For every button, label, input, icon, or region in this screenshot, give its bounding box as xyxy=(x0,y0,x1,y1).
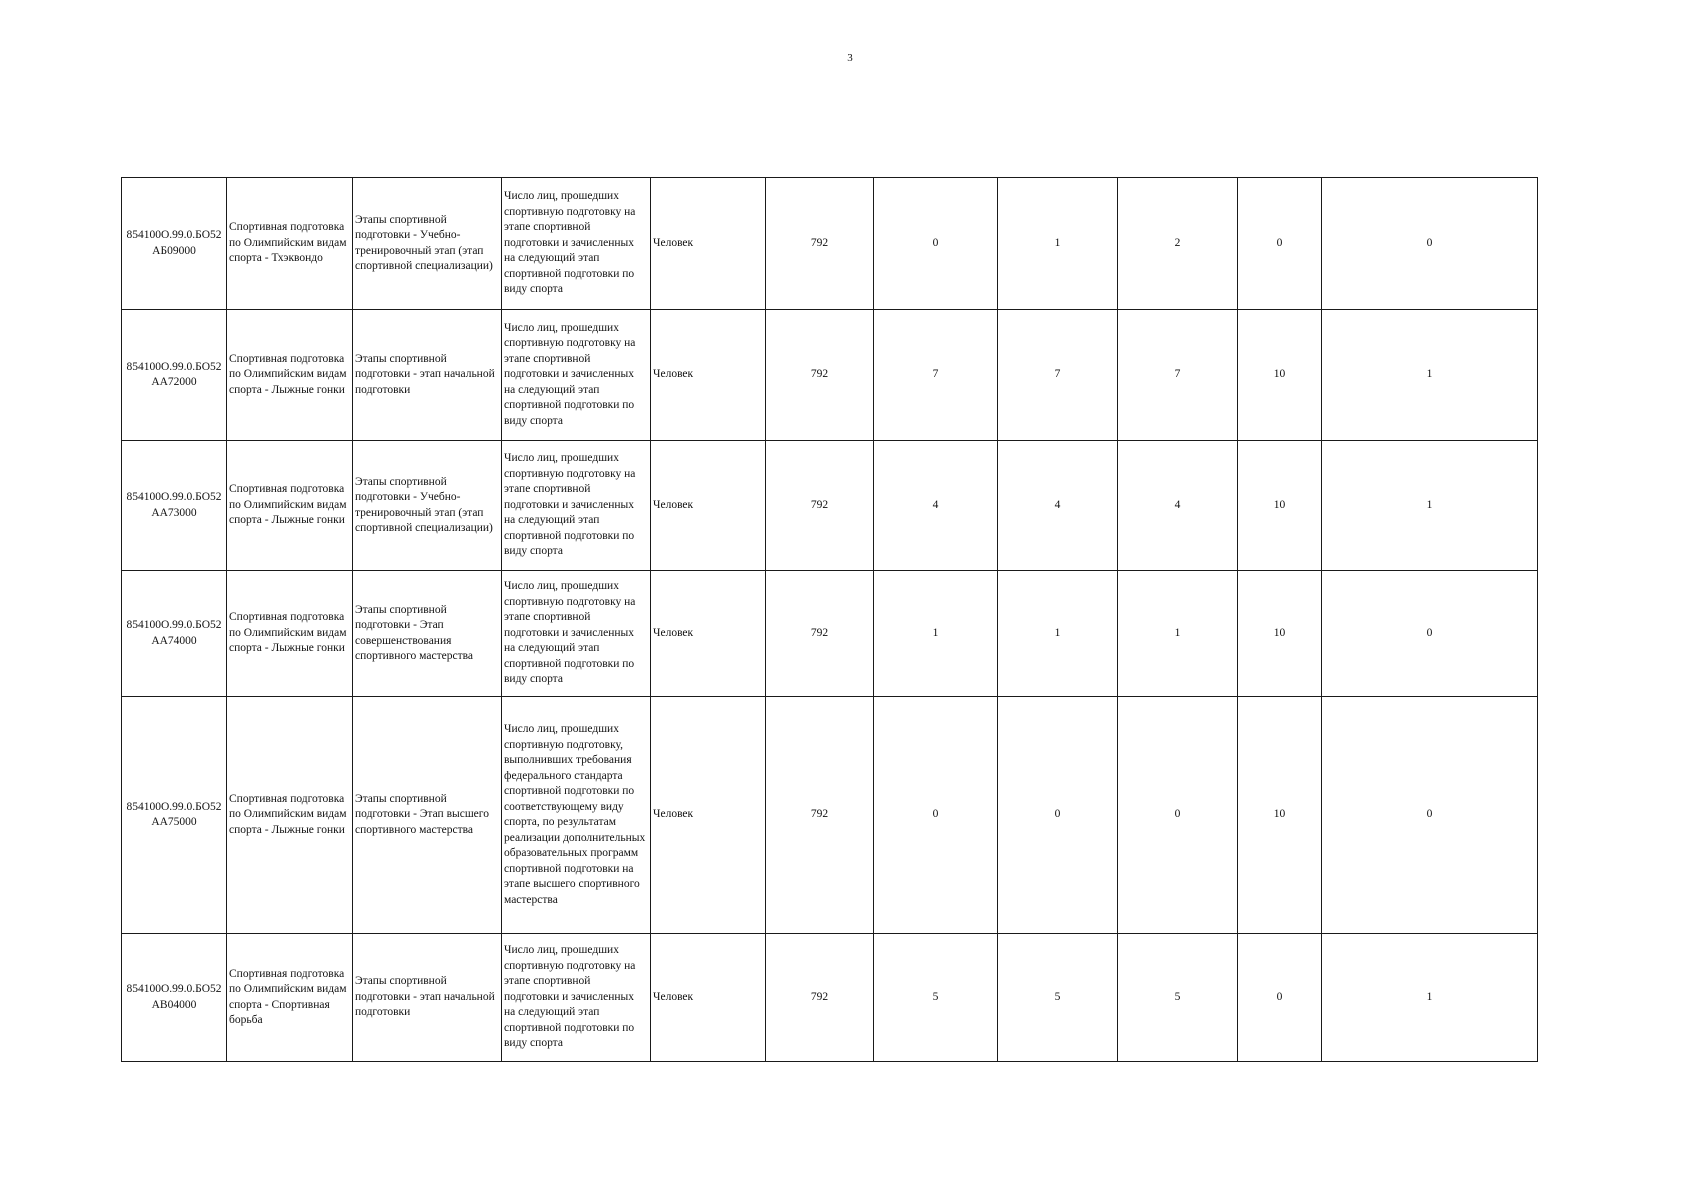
table-row xyxy=(122,697,1538,934)
row-value-3: 4 xyxy=(1118,441,1238,571)
row-value-5: 1 xyxy=(1322,441,1538,571)
table-row xyxy=(122,441,1538,571)
row-service-content: Спортивная подготовка по Олимпийским видам спорта - Лыжные гонки xyxy=(227,571,353,697)
table-row xyxy=(122,571,1538,697)
row-code: 854100О.99.0.БО52АВ04000 xyxy=(122,934,227,1062)
row-code: 854100О.99.0.БО52АА74000 xyxy=(122,571,227,697)
row-indicator-name: Число лиц, прошедших спортивную подготовку на этапе спортивной подготовки и зачисленных на следующий этап спортивной подготовки по виду спорта xyxy=(502,178,651,310)
row-value-2: 4 xyxy=(998,441,1118,571)
row-indicator-name: Число лиц, прошедших спортивную подготовку на этапе спортивной подготовки и зачисленных на следующий этап спортивной подготовки по виду спорта xyxy=(502,571,651,697)
page-number: 3 xyxy=(847,52,853,64)
row-okei-code: 792 xyxy=(766,571,874,697)
table-row xyxy=(122,934,1538,1062)
row-value-4: 10 xyxy=(1238,441,1322,571)
row-value-4: 10 xyxy=(1238,310,1322,441)
row-value-1: 1 xyxy=(874,571,998,697)
row-value-2: 7 xyxy=(998,310,1118,441)
row-value-2: 1 xyxy=(998,571,1118,697)
row-value-1: 0 xyxy=(874,697,998,934)
row-value-2: 1 xyxy=(998,178,1118,310)
row-code: 854100О.99.0.БО52АБ09000 xyxy=(122,178,227,310)
row-value-2: 0 xyxy=(998,697,1118,934)
row-service-stage: Этапы спортивной подготовки - Этап совершенствования спортивного мастерства xyxy=(353,571,502,697)
row-service-stage: Этапы спортивной подготовки - Этап высшего спортивного мастерства xyxy=(353,697,502,934)
row-code: 854100О.99.0.БО52АА72000 xyxy=(122,310,227,441)
row-value-3: 1 xyxy=(1118,571,1238,697)
row-okei-code: 792 xyxy=(766,441,874,571)
row-service-stage: Этапы спортивной подготовки - этап начальной подготовки xyxy=(353,310,502,441)
indicator-table xyxy=(121,177,1538,1062)
row-value-4: 0 xyxy=(1238,934,1322,1062)
table-row xyxy=(122,178,1538,310)
row-okei-code: 792 xyxy=(766,934,874,1062)
row-unit: Человек xyxy=(651,178,766,310)
row-indicator-name: Число лиц, прошедших спортивную подготовку, выполнивших требования федерального стандарта спортивной подготовки по соответствующему виду спорта, по результатам реализации дополнительных образовательных программ спортивной подготовки на этапе высшего спортивного мастерства xyxy=(502,697,651,934)
row-okei-code: 792 xyxy=(766,178,874,310)
table-row xyxy=(122,310,1538,441)
row-service-content: Спортивная подготовка по Олимпийским видам спорта - Лыжные гонки xyxy=(227,441,353,571)
row-unit: Человек xyxy=(651,571,766,697)
row-value-5: 0 xyxy=(1322,178,1538,310)
row-value-1: 0 xyxy=(874,178,998,310)
row-code: 854100О.99.0.БО52АА73000 xyxy=(122,441,227,571)
row-value-3: 2 xyxy=(1118,178,1238,310)
row-service-stage: Этапы спортивной подготовки - Учебно-тренировочный этап (этап спортивной специализации) xyxy=(353,178,502,310)
row-indicator-name: Число лиц, прошедших спортивную подготовку на этапе спортивной подготовки и зачисленных на следующий этап спортивной подготовки по виду спорта xyxy=(502,441,651,571)
row-value-3: 5 xyxy=(1118,934,1238,1062)
row-value-5: 1 xyxy=(1322,934,1538,1062)
row-value-5: 0 xyxy=(1322,697,1538,934)
row-value-4: 0 xyxy=(1238,178,1322,310)
row-unit: Человек xyxy=(651,934,766,1062)
row-unit: Человек xyxy=(651,697,766,934)
row-value-4: 10 xyxy=(1238,571,1322,697)
row-service-content: Спортивная подготовка по Олимпийским видам спорта - Лыжные гонки xyxy=(227,310,353,441)
row-service-stage: Этапы спортивной подготовки - этап начальной подготовки xyxy=(353,934,502,1062)
row-service-content: Спортивная подготовка по Олимпийским видам спорта - Спортивная борьба xyxy=(227,934,353,1062)
row-value-1: 7 xyxy=(874,310,998,441)
row-value-5: 0 xyxy=(1322,571,1538,697)
row-unit: Человек xyxy=(651,441,766,571)
row-indicator-name: Число лиц, прошедших спортивную подготовку на этапе спортивной подготовки и зачисленных на следующий этап спортивной подготовки по виду спорта xyxy=(502,934,651,1062)
row-value-2: 5 xyxy=(998,934,1118,1062)
row-service-content: Спортивная подготовка по Олимпийским видам спорта - Тхэквондо xyxy=(227,178,353,310)
row-service-stage: Этапы спортивной подготовки - Учебно-тренировочный этап (этап спортивной специализации) xyxy=(353,441,502,571)
row-value-5: 1 xyxy=(1322,310,1538,441)
row-value-3: 7 xyxy=(1118,310,1238,441)
row-value-1: 4 xyxy=(874,441,998,571)
row-value-3: 0 xyxy=(1118,697,1238,934)
row-unit: Человек xyxy=(651,310,766,441)
row-service-content: Спортивная подготовка по Олимпийским видам спорта - Лыжные гонки xyxy=(227,697,353,934)
row-okei-code: 792 xyxy=(766,310,874,441)
row-okei-code: 792 xyxy=(766,697,874,934)
row-code: 854100О.99.0.БО52АА75000 xyxy=(122,697,227,934)
row-value-4: 10 xyxy=(1238,697,1322,934)
row-value-1: 5 xyxy=(874,934,998,1062)
row-indicator-name: Число лиц, прошедших спортивную подготовку на этапе спортивной подготовки и зачисленных на следующий этап спортивной подготовки по виду спорта xyxy=(502,310,651,441)
